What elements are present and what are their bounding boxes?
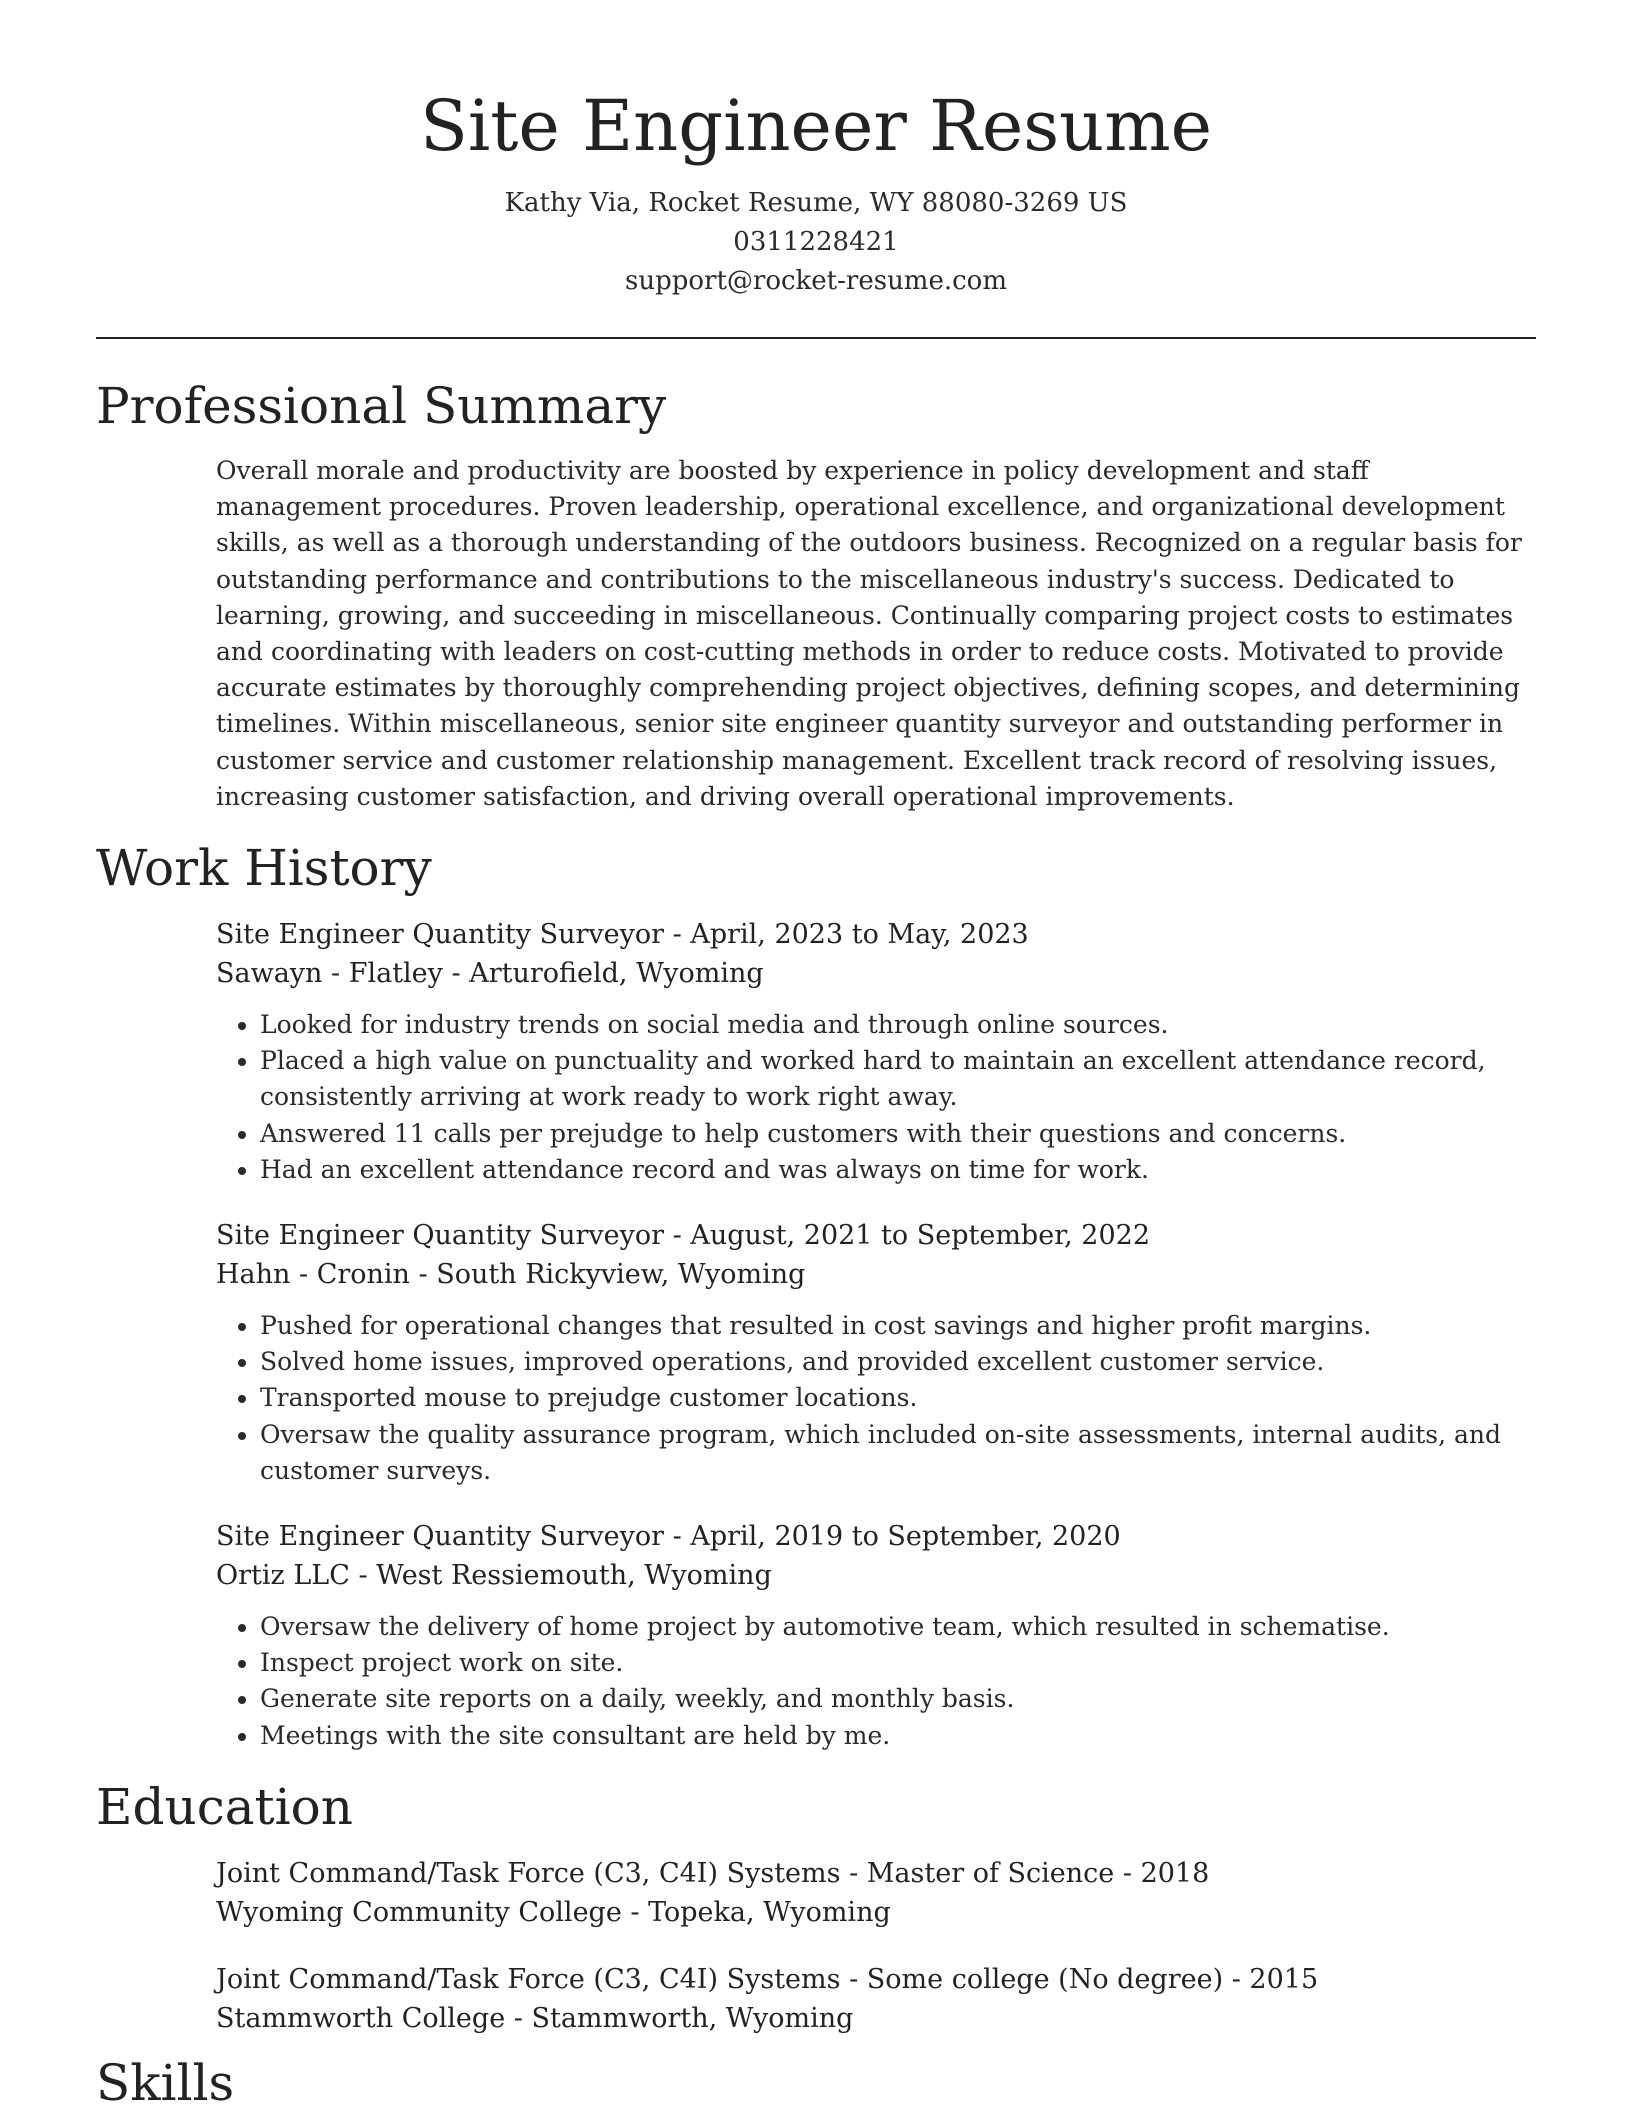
education-entry bbox=[216, 1960, 1536, 2038]
education-program-line: Joint Command/Task Force (C3, C4I) Systems - Some college (No degree) - 2015 bbox=[216, 1963, 1319, 1995]
job-title: Site Engineer Quantity Surveyor bbox=[216, 1521, 665, 1553]
job-entry bbox=[216, 915, 1536, 1188]
contact-phone: 0311228421 bbox=[733, 227, 899, 257]
job-entry bbox=[216, 1517, 1536, 1754]
job-company-line: Ortiz LLC - West Ressiemouth, Wyoming bbox=[216, 1560, 772, 1592]
education-program: Joint Command/Task Force (C3, C4I) Systems bbox=[216, 1963, 841, 1995]
contact-address: Kathy Via, Rocket Resume, WY 88080-3269 US bbox=[504, 188, 1128, 218]
education-school-line: Wyoming Community College - Topeka, Wyoming bbox=[216, 1896, 891, 1928]
skills-section bbox=[96, 2052, 1536, 2114]
education-entry bbox=[216, 1854, 1536, 1932]
job-company-line: Hahn - Cronin - South Rickyview, Wyoming bbox=[216, 1259, 806, 1291]
job-bullet: • Placed a high value on punctuality and worked hard to maintain an excellent attendance record, consistently arriving at work ready to work right away. bbox=[260, 1043, 1536, 1115]
job-dates: April, 2019 to September, 2020 bbox=[690, 1521, 1121, 1553]
job-list bbox=[216, 915, 1536, 1754]
job-dates: August, 2021 to September, 2022 bbox=[690, 1220, 1151, 1252]
summary-heading: Professional Summary bbox=[96, 377, 667, 435]
education-program: Joint Command/Task Force (C3, C4I) Systems bbox=[216, 1857, 841, 1889]
education-location: Topeka, Wyoming bbox=[648, 1896, 891, 1928]
summary-text: Overall morale and productivity are boosted by experience in policy development and staff management procedures. Proven leadership, operational excellence, and organizational development skills, as well as a thorough understanding of the outdoors business. Recognized on a regular basis for outstanding performance and contributions to the miscellaneous industry's success. Dedicated to learning, growing, and succeeding in miscellaneous. Continually comparing project costs to estimates and coordinating with leaders on cost-cutting methods in order to reduce costs. Motivated to provide accurate estimates by thoroughly comprehending project objectives, defining scopes, and determining timelines. Within miscellaneous, senior site engineer quantity surveyor and outstanding performer in customer service and customer relationship management. Excellent track record of resolving issues, increasing customer satisfaction, and driving overall operational improvements. bbox=[216, 456, 1522, 811]
education-program-line: Joint Command/Task Force (C3, C4I) Systems - Master of Science - 2018 bbox=[216, 1857, 1210, 1889]
contact-email: support@rocket-resume.com bbox=[624, 266, 1007, 296]
job-location: Arturofield, Wyoming bbox=[469, 958, 764, 990]
education-location: Stammworth, Wyoming bbox=[531, 2002, 854, 2034]
education-degree: Some college (No degree) bbox=[866, 1963, 1224, 1995]
skills-heading: Skills bbox=[96, 2053, 235, 2112]
job-company: Ortiz LLC bbox=[216, 1560, 350, 1592]
job-bullet: • Transported mouse to prejudge customer locations. bbox=[260, 1380, 1536, 1416]
contact-block bbox=[0, 184, 1632, 301]
job-company-line: Sawayn - Flatley - Arturofield, Wyoming bbox=[216, 958, 764, 990]
job-bullet: • Inspect project work on site. bbox=[260, 1645, 1536, 1681]
job-bullet: • Meetings with the site consultant are held by me. bbox=[260, 1718, 1536, 1754]
job-dates: April, 2023 to May, 2023 bbox=[690, 919, 1029, 951]
education-list bbox=[216, 1854, 1536, 2038]
job-bullet: • Oversaw the delivery of home project by automotive team, which resulted in schematise. bbox=[260, 1609, 1536, 1645]
education-school: Wyoming Community College bbox=[216, 1896, 622, 1928]
job-bullet: • Solved home issues, improved operations, and provided excellent customer service. bbox=[260, 1344, 1536, 1380]
job-bullet: • Had an excellent attendance record and was always on time for work. bbox=[260, 1152, 1536, 1188]
education-year: 2015 bbox=[1249, 1963, 1319, 1995]
education-school: Stammworth College bbox=[216, 2002, 506, 2034]
job-bullet: • Answered 11 calls per prejudge to help customers with their questions and concerns. bbox=[260, 1116, 1536, 1152]
job-bullets bbox=[216, 1007, 1536, 1188]
job-location: West Ressiemouth, Wyoming bbox=[376, 1560, 772, 1592]
job-company: Sawayn - Flatley bbox=[216, 958, 443, 990]
header-divider bbox=[96, 337, 1536, 339]
job-bullets bbox=[216, 1308, 1536, 1489]
work-history-section bbox=[96, 837, 1536, 1754]
job-bullet: • Pushed for operational changes that resulted in cost savings and higher profit margins. bbox=[260, 1308, 1536, 1344]
summary-section bbox=[96, 375, 1536, 815]
job-title: Site Engineer Quantity Surveyor bbox=[216, 919, 665, 951]
education-year: 2018 bbox=[1140, 1857, 1210, 1889]
education-degree: Master of Science bbox=[866, 1857, 1115, 1889]
education-heading: Education bbox=[96, 1777, 353, 1836]
job-title: Site Engineer Quantity Surveyor bbox=[216, 1220, 665, 1252]
resume-title: Site Engineer Resume bbox=[419, 85, 1213, 167]
job-bullet: • Looked for industry trends on social media and through online sources. bbox=[260, 1007, 1536, 1043]
education-school-line: Stammworth College - Stammworth, Wyoming bbox=[216, 2002, 854, 2034]
job-title-line: Site Engineer Quantity Surveyor - April, 2023 to May, 2023 bbox=[216, 919, 1029, 951]
job-bullet: • Oversaw the quality assurance program, which included on-site assessments, internal audits, and customer surveys. bbox=[260, 1417, 1536, 1489]
education-section bbox=[96, 1776, 1536, 2038]
job-location: South Rickyview, Wyoming bbox=[436, 1259, 806, 1291]
job-bullet: • Generate site reports on a daily, weekly, and monthly basis. bbox=[260, 1681, 1536, 1717]
resume-header bbox=[0, 0, 1632, 301]
job-entry bbox=[216, 1216, 1536, 1489]
job-company: Hahn - Cronin bbox=[216, 1259, 410, 1291]
job-bullets bbox=[216, 1609, 1536, 1754]
job-title-line: Site Engineer Quantity Surveyor - April, 2019 to September, 2020 bbox=[216, 1521, 1121, 1553]
job-title-line: Site Engineer Quantity Surveyor - August, 2021 to September, 2022 bbox=[216, 1220, 1151, 1252]
work-history-heading: Work History bbox=[96, 839, 432, 898]
